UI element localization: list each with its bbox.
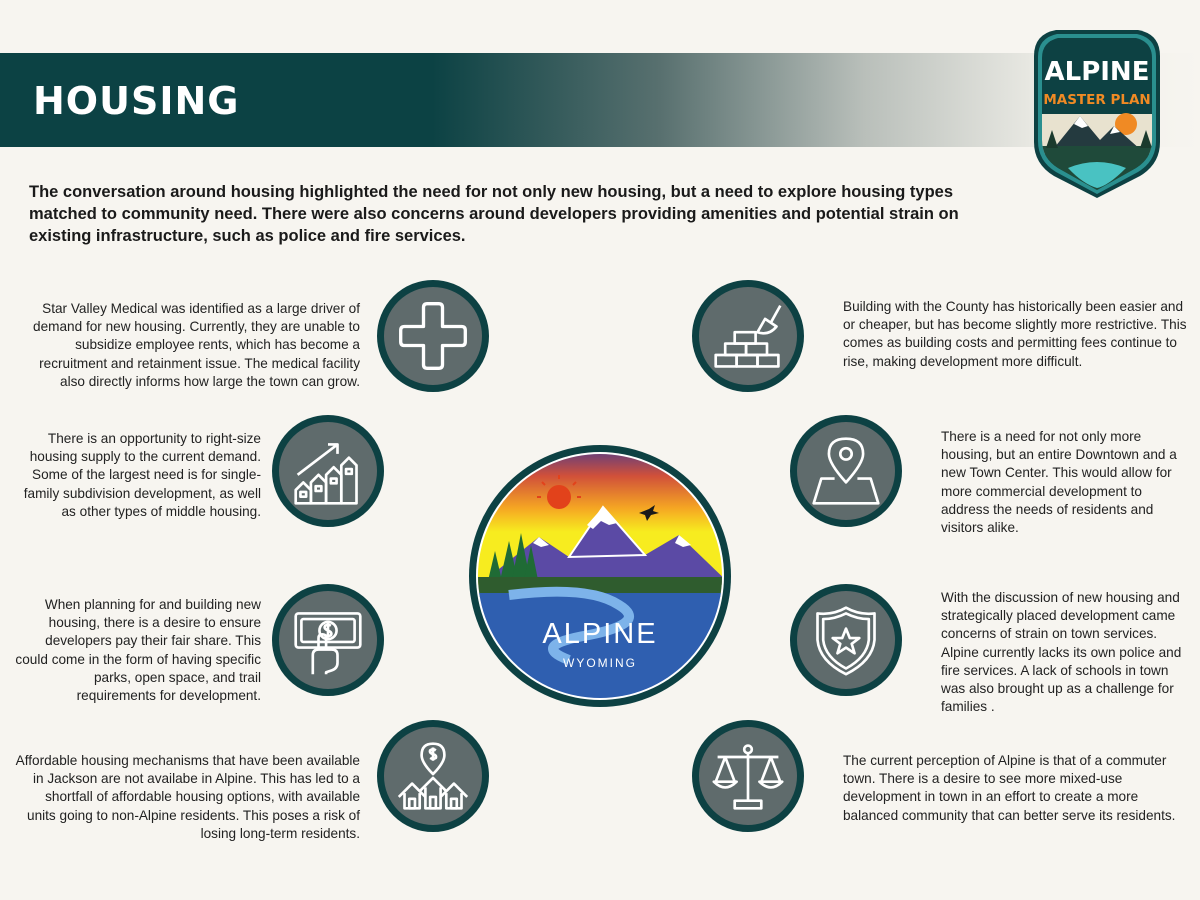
map-pin-icon	[808, 433, 884, 509]
bricks-trowel-icon	[710, 298, 786, 374]
intro-paragraph: The conversation around housing highlighted the need for not only new housing, but a need to explore housing types matched to community need. There were also concerns around developers providing amenities and potential strain on existing infrastructure, such as police and fire services.	[29, 183, 959, 245]
left-item-3-icon-circle	[272, 584, 384, 696]
left-item-4-text: Affordable housing mechanisms that have been available in Jackson are not availabe in Alpine. This has led to a shortfall of affordable housing options, with available units going to non-Alpine residents. This poses a risk of losing long-term residents.	[15, 753, 360, 841]
right-item-4-text: The current perception of Alpine is that of a commuter town. There is a desire to see more mixed-use development in town in an effort to create a more balanced community that can better serve its residents.	[843, 753, 1176, 823]
left-item-4-icon-circle	[377, 720, 489, 832]
balance-scale-icon	[710, 738, 786, 814]
housing-growth-icon	[290, 433, 366, 509]
right-item-2-text: There is a need for not only more housing, but an entire Downtown and a new Town Center. This would allow for more commercial development to address the needs of residents and visitors alike.	[941, 429, 1177, 536]
right-item-1-icon-circle	[692, 280, 804, 392]
page-title: HOUSING	[33, 79, 240, 123]
left-item-2-icon-circle	[272, 415, 384, 527]
right-item-2-icon-circle	[790, 415, 902, 527]
left-item-1-icon-circle	[377, 280, 489, 392]
right-item-4-icon-circle	[692, 720, 804, 832]
right-item-3-text: With the discussion of new housing and strategically placed development came concerns of strain on town services. Alpine currently lacks its own police and fire services. A lack of schools in town was also brought up as a challenge for families .	[941, 590, 1182, 715]
alpine-master-plan-badge	[1028, 28, 1166, 198]
alpine-wyoming-logo	[469, 445, 731, 707]
left-item-3-text: When planning for and building new housing, there is a desire to ensure developers pay their fair share. This could come in the form of having specific parks, open space, and trail requirements for development.	[15, 597, 261, 704]
left-item-2-text: There is an opportunity to right-size housing supply to the current demand. Some of the largest need is for single-family subdivision development, as well as other types of middle housing.	[23, 431, 261, 519]
right-item-3-icon-circle	[790, 584, 902, 696]
right-item-1-text: Building with the County has historically been easier and or cheaper, but has become slightly more restrictive. This comes as building costs and permitting fees continue to rise, making development more difficult.	[843, 299, 1187, 369]
logo-name: ALPINE	[542, 618, 658, 650]
affordable-housing-icon	[395, 738, 471, 814]
medical-cross-icon	[395, 298, 471, 374]
badge-line2: MASTER PLAN	[1043, 92, 1151, 108]
police-shield-icon	[808, 602, 884, 678]
badge-line1: ALPINE	[1044, 57, 1150, 87]
money-hand-icon	[290, 602, 366, 678]
header-banner	[0, 53, 1200, 147]
left-item-1-text: Star Valley Medical was identified as a large driver of demand for new housing. Currently, they are unable to subsidize employee rents, which has become a recruitment and retainment issue. The medical facility also directly informs how large the town can grow.	[33, 301, 360, 389]
logo-subtitle: WYOMING	[563, 656, 637, 670]
